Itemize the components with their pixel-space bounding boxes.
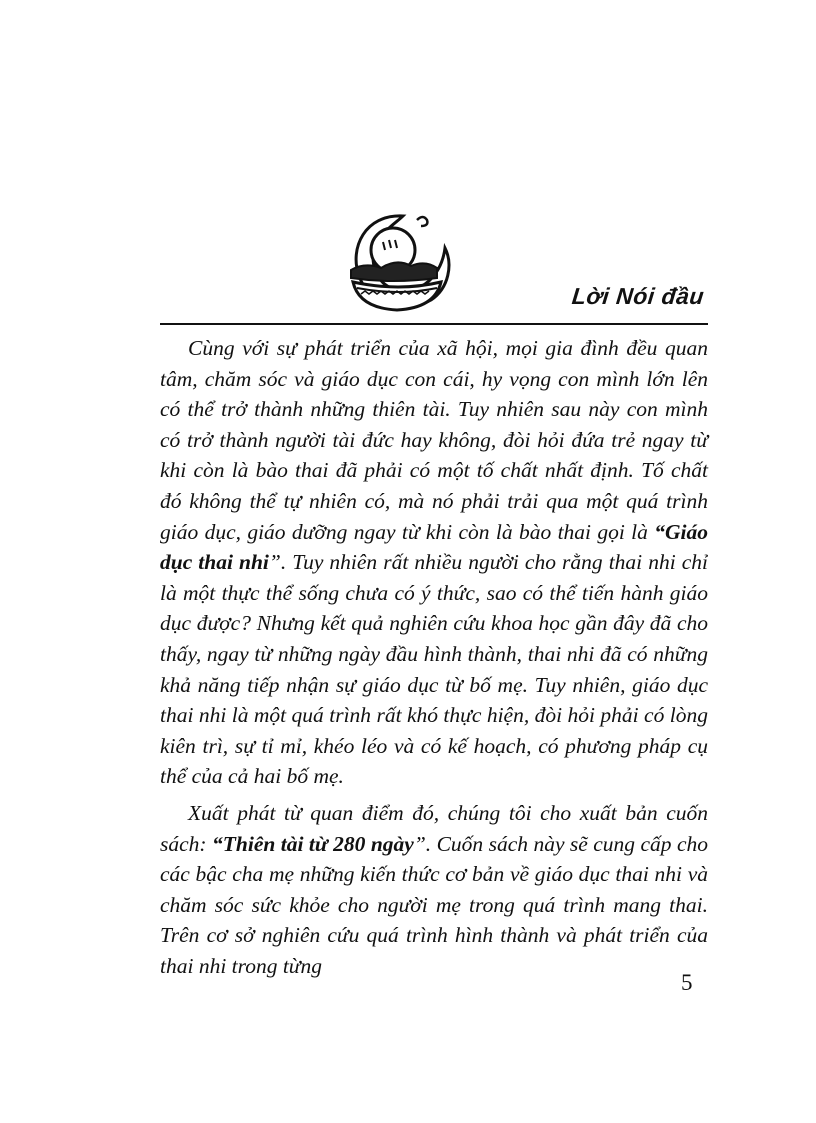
page-number: 5 [681,970,693,995]
heading-rule-divider [160,323,708,325]
paragraph-2-book-title: “Thiên tài từ 280 ngày [212,831,414,856]
hair-curl [417,217,427,226]
cradle-base [353,282,441,310]
paragraph-1-text-continued: ”. Tuy nhiên rất nhiều người cho rằng thai nhi chỉ là một thực thể sống chưa có ý thức, sao có thể tiến hành giáo dục được? Nhưng kết quả nghiên cứu khoa học gần đây đã cho thấy, ngay từ những ngày đầu hình thành, thai nhi đã có những khả năng tiếp nhận sự giáo dục từ bố mẹ. Tuy nhiên, giáo dục thai nhi là một quá trình rất khó thực hiện, đòi hỏi phải có lòng kiên trì, sự tỉ mỉ, khéo léo và có kế hoạch, có phương pháp cụ thể của cả hai bố mẹ. [160,550,708,789]
baby-body [351,262,437,281]
paragraph-1-text: Cùng với sự phát triển của xã hội, mọi gia đình đều quan tâm, chăm sóc và giáo dục con cái, hy vọng con mình lớn lên có thể trở thành những thiên tài. Tuy nhiên sau này con mình có trở thành người tài đức hay không, đòi hỏi đứa trẻ ngay từ khi còn là bào thai đã phải có một tố chất nhất định. Tố chất đó không thể tự nhiên có, mà nó phải trải qua một quá trình giáo dục, giáo dưỡng ngay từ khi còn là bào thai gọi là [160,336,708,544]
paragraph-1 [160,333,708,792]
paragraph-1-emphasis: “Giáo dục thai nhi [160,519,708,575]
body-text [160,333,708,981]
moon-baby-illustration [345,208,455,320]
chapter-title: Lời Nói đầu [570,283,706,309]
paragraph-2-text: Xuất phát từ quan điểm đó, chúng tôi cho xuất bản cuốn sách: [160,800,708,856]
paragraph-2 [160,798,708,982]
paragraph-2-text-continued: ”. Cuốn sách này sẽ cung cấp cho các bậc cha mẹ những kiến thức cơ bản về giáo dục thai nhi và chăm sóc sức khỏe cho người mẹ trong quá trình mang thai. Trên cơ sở nghiên cứu quá trình hình thành và phát triển của thai nhi trong từng [160,831,708,978]
